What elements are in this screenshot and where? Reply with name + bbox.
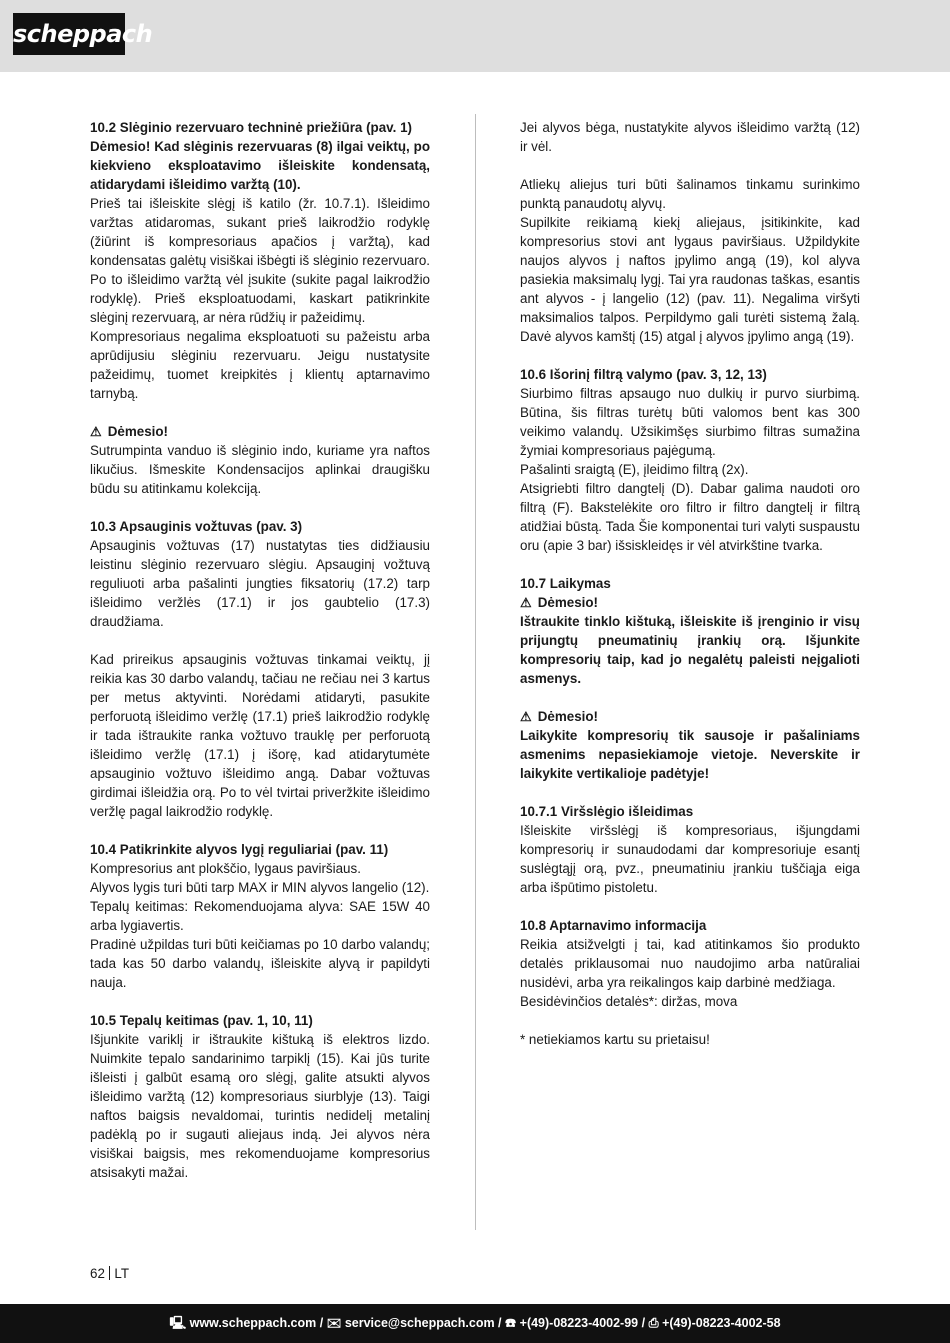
section-10-2-paragraph: Prieš tai išleiskite slėgį iš katilo (žr. 10.7.1). Išleidimo varžtas atidaromas, sukant prieš laikrodžio rodyklę (žiūrint iš kompresoriaus apačios į varžtą), kad kondensatas galėtų visiškai išbėgti iš slėginio rezervuaro. Po to išleidimo varžtą vėl įsukite (sukite pagal laikrodžio rodyklę). Prieš eksploatuodami, kaskart patikrinkite slėginį rezervuarą, ar nėra rūdžių ir pažeidimų. <box>90 196 430 325</box>
left-column <box>90 118 430 1182</box>
section-10-6-paragraph: Pašalinti sraigtą (E), įleidimo filtrą (2x). <box>520 462 749 477</box>
warning-heading: ⚠ Dėmesio! <box>520 595 599 610</box>
page-number <box>90 1266 129 1281</box>
section-10-7-1-title: 10.7.1 Viršslėgio išleidimas <box>520 804 694 819</box>
footer-fax: +(49)-08223-4002-58 <box>662 1316 781 1330</box>
section-10-4-line: Tepalų keitimas: Rekomenduojama alyva: SAE 15W 40 arba lygiavertis. <box>90 899 430 933</box>
monitor-icon: 🖳 <box>169 1316 187 1330</box>
page-number-value: 62 <box>90 1266 105 1281</box>
warning-heading: ⚠ Dėmesio! <box>90 424 169 439</box>
section-10-2-warning: Dėmesio! Kad slėginis rezervuaras (8) ilgai veiktų, po kiekvieno eksploatavimo išleiskite kondensatą, atidarydami išleidimo varžtą (10). <box>90 139 430 192</box>
section-10-5-title: 10.5 Tepalų keitimas (pav. 1, 10, 11) <box>90 1013 313 1028</box>
mail-icon: ✉ <box>326 1316 342 1330</box>
page-language: LT <box>114 1266 130 1281</box>
section-10-4-line: Pradinė užpildas turi būti keičiamas po 10 darbo valandų; tada kas 50 darbo valandų, išleiskite alyvą ir papildyti nauja. <box>90 937 430 990</box>
column-divider <box>475 114 476 1230</box>
oil-paragraph: Jei alyvos bėga, nustatykite alyvos išleidimo varžtą (12) ir vėl. <box>520 120 860 154</box>
section-10-8-title: 10.8 Aptarnavimo informacija <box>520 918 707 933</box>
warning-text: Sutrumpinta vanduo iš slėginio indo, kuriame yra naftos likučius. Išmeskite Kondensacijos aplinkai draugišku būdu su atitinkamu kolekciją. <box>90 443 430 496</box>
warning-heading: ⚠ Dėmesio! <box>520 709 599 724</box>
warning-triangle-icon: ⚠ <box>520 709 532 724</box>
section-10-7-title: 10.7 Laikymas <box>520 576 611 591</box>
footer-website: www.scheppach.com <box>189 1316 317 1330</box>
section-10-7-1-paragraph: Išleiskite viršslėgį iš kompresoriaus, išjungdami kompresorių ir sunaudodami dar kompresoriuje esantį suslėgtąjį orą, pvz., pneumatiniu įrankiu tuščiąja eiga arba išpūtimo pistoletu. <box>520 823 860 895</box>
footnote: * netiekiamos kartu su prietaisu! <box>520 1032 710 1047</box>
section-10-4-title: 10.4 Patikrinkite alyvos lygį reguliariai (pav. 11) <box>90 842 389 857</box>
scheppach-logo: scheppach <box>13 13 125 55</box>
section-10-3-title: 10.3 Apsauginis vožtuvas (pav. 3) <box>90 519 303 534</box>
fax-icon: ⎙ <box>648 1316 659 1330</box>
section-10-4-line: Alyvos lygis turi būti tarp MAX ir MIN alyvos langelio (12). <box>90 880 430 895</box>
page-footer: 🖳 www.scheppach.com / ✉ service@scheppach.com / ☎ +(49)-08223-4002-99 / ⎙ +(49)-08223-4002-58 <box>0 1304 950 1343</box>
section-10-4-line: Kompresorius ant plokščio, lygaus paviršiaus. <box>90 861 361 876</box>
section-10-8-paragraph: Besidėvinčios detalės*: diržas, mova <box>520 994 738 1009</box>
warning-text: Laikykite kompresorių tik sausoje ir pašaliniams asmenims nepasiekiamoje vietoje. Neverskite ir laikykite vertikalioje padėtyje! <box>520 728 860 781</box>
phone-icon: ☎ <box>505 1316 517 1330</box>
warning-text: Ištraukite tinklo kištuką, išleiskite iš įrenginio ir visų prijungtų pneumatinių įrankių orą. Išjunkite kompresorių taip, kad jo negalėtų paleisti neįgalioti asmenys. <box>520 614 860 686</box>
warning-triangle-icon: ⚠ <box>520 595 532 610</box>
oil-paragraph: Supilkite reikiamą kiekį aliejaus, įsitikinkite, kad kompresorius stovi ant lygaus paviršiaus. Užpildykite naujos alyvos į naftos įpylimo angą (19), kol alyva pasiekia maksimalų lygį. Tai yra raudonas taškas, esantis ant alyvos - į langelio (12) (pav. 11). Negalima viršyti maksimalios talpos. Perpildymo gali turėti sistemą žalą. Davė alyvos kamštį (15) atgal į alyvos įpylimo angą (19). <box>520 215 860 344</box>
section-10-8-paragraph: Reikia atsižvelgti į tai, kad atitinkamos šio produkto detalės priklausomai nuo naudojimo arba natūraliai nusidėvi, arba yra reikalingos kaip darbinė medžiaga. <box>520 937 860 990</box>
section-10-6-title: 10.6 Išorinį filtrą valymo (pav. 3, 12, 13) <box>520 367 767 382</box>
section-10-6-paragraph: Siurbimo filtras apsaugo nuo dulkių ir purvo siurbimą. Būtina, šis filtras turėtų būti valomos bent kas 300 veikimo valandų. Užsikimšęs siurbimo filtras sumažina žymiai kompresoriaus pajėgumą. <box>520 386 860 458</box>
section-10-6-paragraph: Atsigriebti filtro dangtelį (D). Dabar galima naudoti oro filtrą (F). Bakstelėkite oro filtro ir filtro dangtelį ir filtrą atidžiai būstą. Tada Šie komponentai turi valyti suspaustu oru (apie 3 bar) išsiskleidęs ir vėl atvirkštine tvarka. <box>520 481 860 553</box>
section-10-3-paragraph: Kad prireikus apsauginis vožtuvas tinkamai veiktų, jį reikia kas 30 darbo valandų, tačiau ne rečiau nei 3 kartus per metus aktyvinti. Norėdami atidaryti, pasukite perforuotą išleidimo veržlę (17.1) prieš laikrodžio rodyklę ir tada ištraukite ranka vožtuvo trauklę per perforuotą išleidimo veržlę (17.1) į išorę, kad atidarytumėte apsauginio vožtuvo išleidimo angą. Dabar vožtuvas girdimai išleidžia orą. Po to vėl tvirtai priveržkite išleidimo veržlę pagal laikrodžio rodyklę. <box>90 652 430 819</box>
section-10-2-title: 10.2 Slėginio rezervuaro techninė priežiūra (pav. 1) <box>90 120 412 135</box>
right-column <box>520 118 860 1049</box>
footer-phone: +(49)-08223-4002-99 <box>519 1316 639 1330</box>
page-separator <box>109 1266 111 1280</box>
section-10-3-paragraph: Apsauginis vožtuvas (17) nustatytas ties didžiausiu leistinu slėginio rezervuaro slėgiu. Apsauginį vožtuvą reguliuoti arba pašalinti jungties fiksatorių (17.2) tarp išleidimo veržlės (17.1) ir jos gaubtelio (17.3) draudžiama. <box>90 538 430 629</box>
oil-paragraph: Atliekų aliejus turi būti šalinamos tinkamu surinkimo punktą panaudotų alyvų. <box>520 177 860 211</box>
page-header <box>0 0 950 72</box>
warning-triangle-icon: ⚠ <box>90 424 102 439</box>
footer-email: service@scheppach.com <box>344 1316 495 1330</box>
section-10-5-paragraph: Išjunkite variklį ir ištraukite kištuką iš elektros lizdo. Nuimkite tepalo sandarinimo tarpiklį (15). Kai jūs turite išleisti į galbūt esamą oro slėgį, galite atsukti alyvos išleidimo varžtą (12) kompresoriaus siurblyje (13). Taigi naftos baigsis nevaldomai, turintis nedidelį metalinį padėklą po ir sugauti aliejaus indą. Jei alyvos nėra visiškai baigsis, mes rekomenduojame kompresorius atsisakyti mažai. <box>90 1032 430 1180</box>
section-10-2-paragraph: Kompresoriaus negalima eksploatuoti su pažeistu arba aprūdijusiu slėginiu rezervuaru. Jeigu nustatysite pažeidimų, tuomet kreipkitės į klientų aptarnavimo tarnybą. <box>90 329 430 401</box>
